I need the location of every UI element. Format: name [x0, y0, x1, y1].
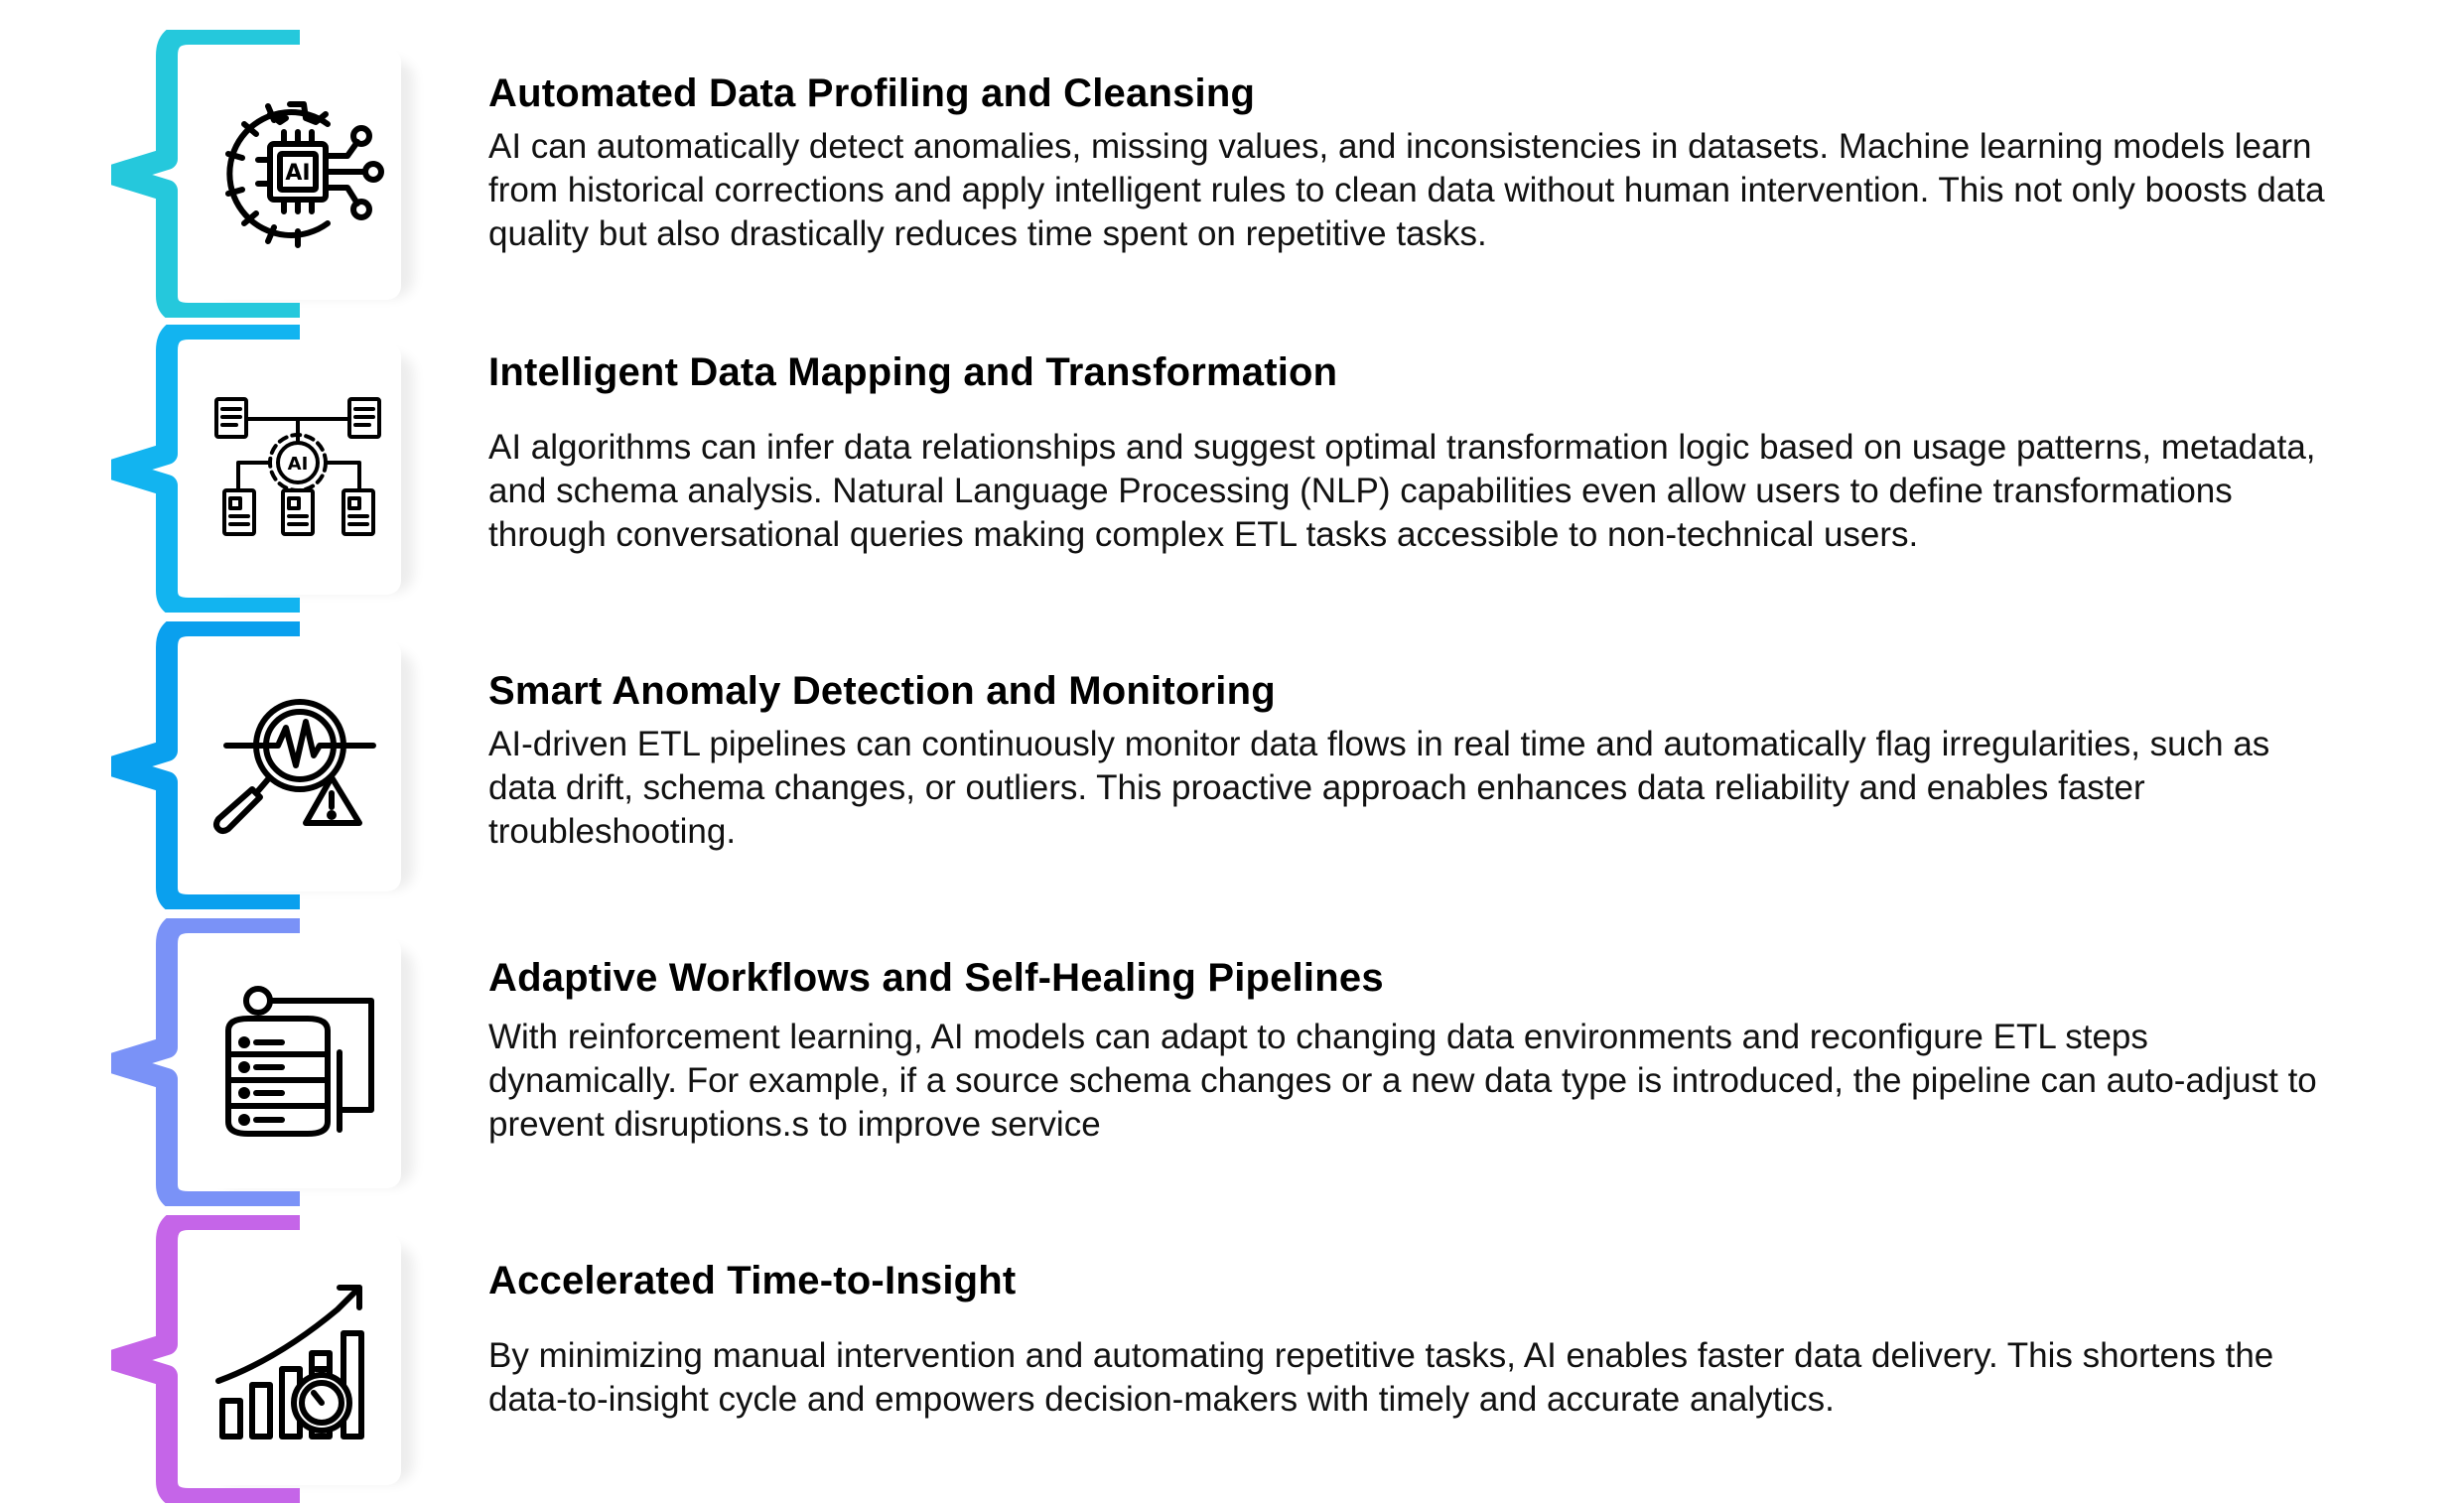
- chip-label: AI: [285, 161, 311, 186]
- item-body: AI-driven ETL pipelines can continuously monitor data flows in real time and automatically flag irregularities, such as data drift, schema changes, or outliers. This proactive approach enhances data reliability and enables faster troubleshooting.: [488, 725, 2270, 851]
- item-body: By minimizing manual intervention and automating repetitive tasks, AI enables faster data delivery. This shortens the data-to-insight cycle and empowers decision-makers with timely and accurate analytics.: [488, 1336, 2274, 1419]
- anomaly-magnifier-warning-icon: [208, 676, 387, 855]
- item-title: Intelligent Data Mapping and Transformation: [488, 350, 1338, 394]
- item-title: Smart Anomaly Detection and Monitoring: [488, 669, 1276, 713]
- growth-chart-stopwatch-icon: [208, 1270, 387, 1448]
- item-body: AI algorithms can infer data relationships and suggest optimal transformation logic based on usage patterns, metadata, and schema analysis. Natural Language Processing (NLP) capabilities even allow users to define transformations through conversational queries making complex ETL tasks accessible to non-technical users.: [488, 428, 2316, 554]
- chip-label: AI: [287, 454, 309, 475]
- item-title: Accelerated Time-to-Insight: [488, 1259, 1017, 1302]
- item-title: Automated Data Profiling and Cleansing: [488, 71, 1256, 115]
- feature-item-3: [0, 621, 2464, 909]
- database-workflow-icon: [208, 973, 387, 1152]
- data-mapping-icon: [208, 379, 387, 558]
- feature-item-4: [0, 918, 2464, 1206]
- item-body: With reinforcement learning, AI models can adapt to changing data environments and reconfigure ETL steps dynamically. For example, if a source schema changes or a new data type is introduced, the pipeline can auto-adjust to prevent disruptions.s to improve service: [488, 1018, 2317, 1144]
- item-body: AI can automatically detect anomalies, missing values, and inconsistencies in datasets. Machine learning models learn from historical corrections and apply intelligent rules to clean data without human intervention. This not only boosts data quality but also drastically reduces time spent on repetitive tasks.: [488, 127, 2325, 253]
- feature-item-2: [0, 325, 2464, 613]
- feature-item-1: [0, 30, 2464, 318]
- ai-gear-circuit-icon: [208, 84, 387, 263]
- item-title: Adaptive Workflows and Self-Healing Pipelines: [488, 956, 1384, 1000]
- feature-item-5: [0, 1215, 2464, 1503]
